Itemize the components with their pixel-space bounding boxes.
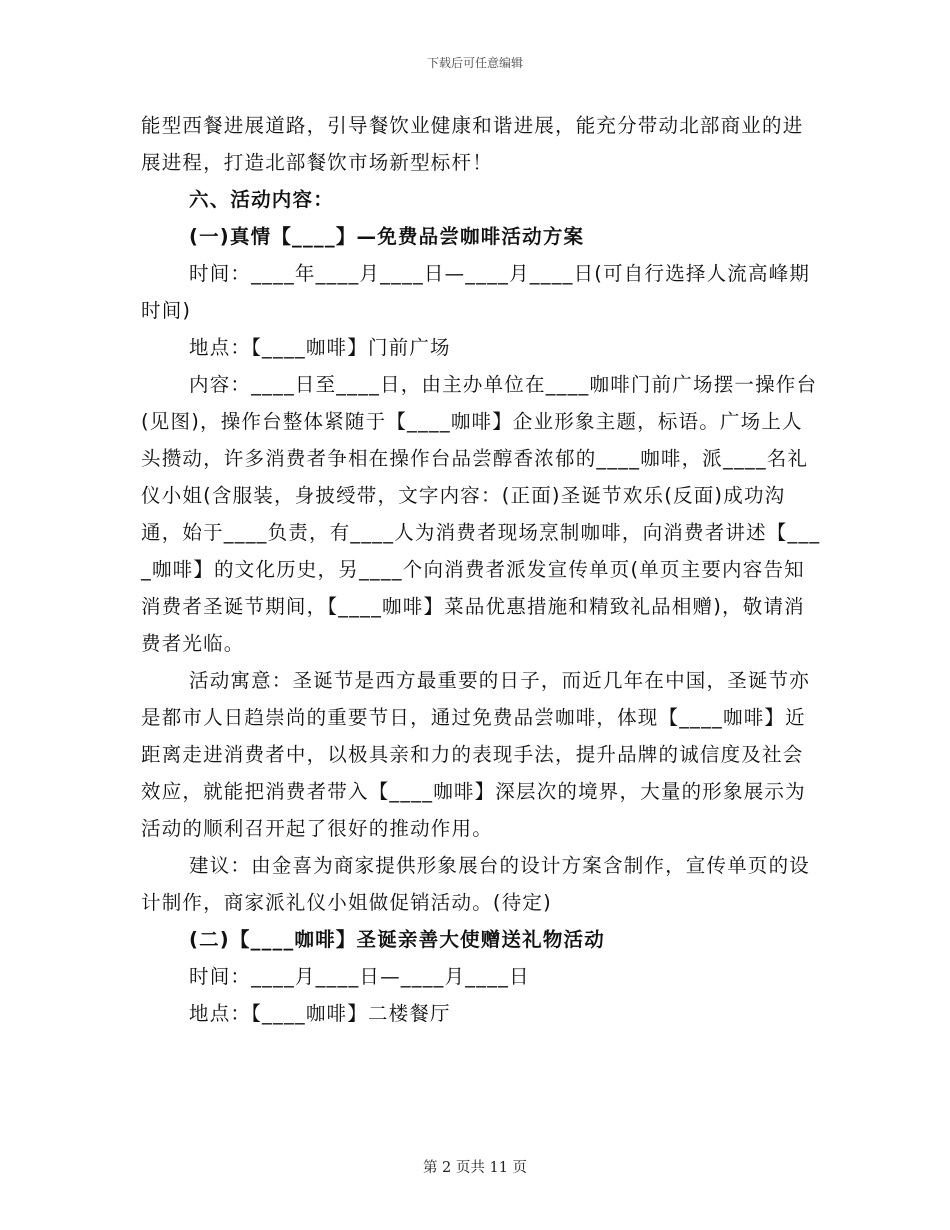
- document-body: [141, 107, 821, 1032]
- page-footer: 第 2 页共 11 页: [422, 1160, 528, 1176]
- subsection-heading-goodwill-ambassador: (二)【____咖啡】圣诞亲善大使赠送礼物活动: [189, 928, 605, 951]
- paragraph-suggestion: 建议：由金喜为商家提供形象展台的设计方案含制作，宣传单页的设计制作，商家派礼仪小姐做促销活动。(待定): [141, 854, 811, 914]
- paragraph-meaning: 活动寓意：圣诞节是西方最重要的日子，而近几年在中国，圣诞节亦是都市人日趋崇尚的重要节日，通过免费品尝咖啡，体现【____咖啡】近距离走进消费者中，以极具亲和力的表现手法，提升品牌的诚信度及社会效应，就能把消费者带入【____咖啡】深层次的境界，大量的形象展示为活动的顺利召开起了很好的推动作用。: [141, 669, 811, 840]
- paragraph-content: 内容：____日至____日，由主办单位在____咖啡门前广场摆一操作台(见图)，操作台整体紧随于【____咖啡】企业形象主题，标语。广场上人头攒动，许多消费者争相在操作台品尝醇香浓郁的____咖啡，派____名礼仪小姐(含服装，身披绶带，文字内容：(正面)圣诞节欢乐(反面)成功沟通，始于____负责，有____人为消费者现场烹制咖啡，向消费者讲述【____咖啡】的文化历史，另____个向消费者派发宣传单页(单页主要内容告知消费者圣诞节期间，【____咖啡】菜品优惠措施和精致礼品相赠)，敬请消费者光临。: [141, 373, 821, 655]
- paragraph-time: 时间：____年____月____日—____月____日(可自行选择人流高峰期时间): [141, 262, 811, 322]
- paragraph-intro-continuation: 能型西餐进展道路，引导餐饮业健康和谐进展，能充分带动北部商业的进展进程，打造北部餐饮市场新型标杆！: [141, 114, 804, 174]
- paragraph-location-2: 地点：【____咖啡】二楼餐厅: [189, 1002, 451, 1025]
- subsection-heading-free-coffee: (一)真情【____】—免费品尝咖啡活动方案: [189, 225, 585, 248]
- paragraph-time-2: 时间：____月____日—____月____日: [189, 965, 530, 988]
- section-heading-activity-content: 六、活动内容：: [189, 188, 334, 211]
- paragraph-location: 地点：【____咖啡】门前广场: [189, 336, 451, 359]
- page-header: 下载后可任意编辑: [426, 56, 523, 70]
